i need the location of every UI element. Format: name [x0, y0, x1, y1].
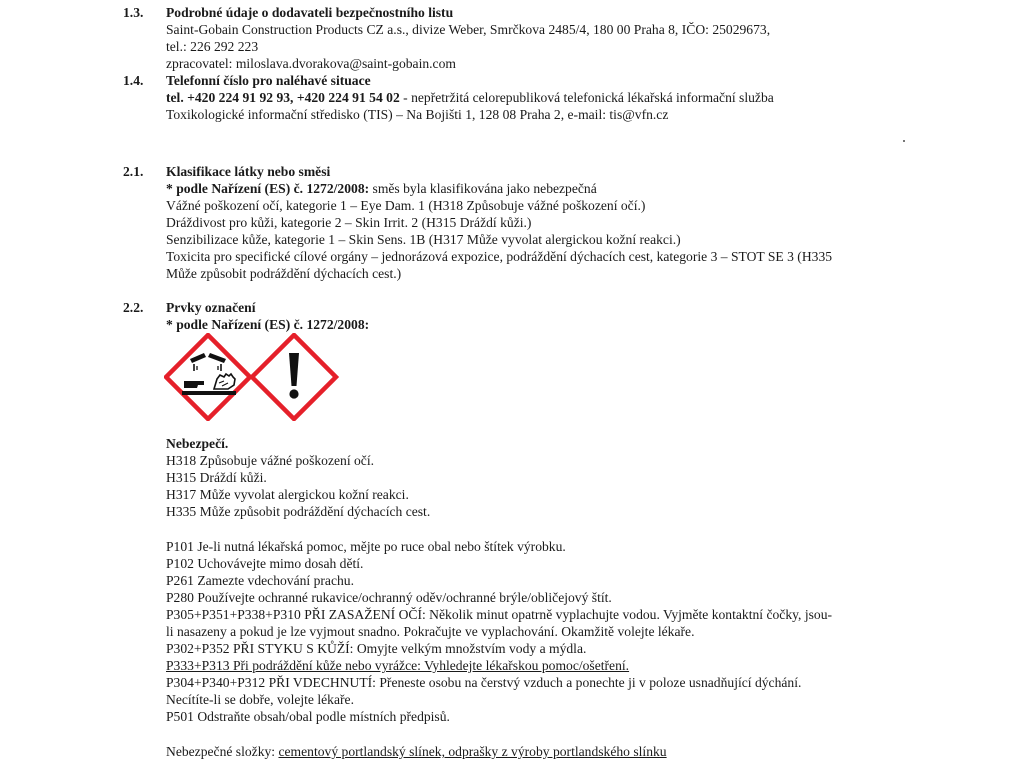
hazardous-components-label: Nebezpečné složky:	[166, 744, 279, 759]
precautionary-statement: P101 Je-li nutná lékařská pomoc, mějte po ruce obal nebo štítek výrobku.	[166, 539, 566, 554]
corrosion-pictogram	[166, 335, 250, 419]
precautionary-statement: P501 Odstraňte obsah/obal podle místních předpisů.	[166, 709, 450, 724]
hazard-pictograms	[164, 333, 339, 421]
classification-item: Dráždivost pro kůži, kategorie 2 – Skin Irrit. 2 (H315 Dráždí kůži.)	[166, 215, 532, 230]
tis-address: Toxikologické informační středisko (TIS) – Na Bojišti 1, 128 08 Praha 2, e-mail: tis@vfn.cz	[166, 107, 669, 122]
section-2-1-number: 2.1.	[123, 164, 144, 179]
supplier-processor-email: zpracovatel: miloslava.dvorakova@saint-gobain.com	[166, 56, 456, 71]
labelling-regulation: * podle Nařízení (ES) č. 1272/2008:	[166, 317, 370, 332]
supplier-line: Saint-Gobain Construction Products CZ a.s., divize Weber, Smrčkova 2485/4, 180 00 Praha 8, IČO: 25029673,	[166, 22, 771, 37]
hazard-statement: H335 Může způsobit podráždění dýchacích cest.	[166, 504, 431, 519]
hazardous-components-line	[166, 744, 667, 760]
classification-statement: směs byla klasifikována jako nebezpečná	[369, 181, 597, 196]
page-mark	[903, 140, 905, 142]
exclamation-pictogram	[252, 335, 336, 419]
section-1-3-number: 1.3.	[123, 5, 144, 20]
hazard-statement: H317 Může vyvolat alergickou kožní reakci.	[166, 487, 409, 502]
precautionary-statement: P304+P340+P312 PŘI VDECHNUTÍ: Přeneste osobu na čerstvý vzduch a ponechte ji v poloze usnadňující dýchání.	[166, 675, 802, 690]
section-2-2-title: Prvky označení	[166, 300, 256, 315]
hazard-statement: H315 Dráždí kůži.	[166, 470, 267, 485]
section-1-4-number: 1.4.	[123, 73, 144, 88]
hazardous-components-value: cementový portlandský slínek, odprašky z výroby portlandského slínku	[278, 744, 667, 759]
emergency-phone-description: - nepřetržitá celorepubliková telefonická lékařská informační služba	[399, 90, 774, 105]
precautionary-statement: P305+P351+P338+P310 PŘI ZASAŽENÍ OČÍ: Několik minut opatrně vyplachujte vodou. Vyjměte kontaktní čočky, jsou-	[166, 607, 833, 622]
precautionary-statement: P302+P352 PŘI STYKU S KŮŽÍ: Omyjte velkým množstvím vody a mýdla.	[166, 641, 587, 656]
precautionary-statement-continued: Necítíte-li se dobře, volejte lékaře.	[166, 692, 354, 707]
precautionary-statement-underlined: P333+P313 Při podráždění kůže nebo vyrážce: Vyhledejte lékařskou pomoc/ošetření.	[166, 658, 630, 673]
section-1-3-title: Podrobné údaje o dodavateli bezpečnostního listu	[166, 5, 454, 20]
precautionary-statement: P261 Zamezte vdechování prachu.	[166, 573, 354, 588]
signal-word: Nebezpečí.	[166, 436, 229, 451]
emergency-phone-line	[166, 90, 774, 106]
classification-item: Toxicita pro specifické cílové orgány – jednorázová expozice, podráždění dýchacích cest, kategorie 3 – STOT SE 3 (H335	[166, 249, 833, 264]
precautionary-statement: P102 Uchovávejte mimo dosah dětí.	[166, 556, 364, 571]
precautionary-statement-continued: li nasazeny a pokud je lze vyjmout snadno. Pokračujte ve vyplachování. Okamžitě volejte lékaře.	[166, 624, 695, 639]
supplier-phone: tel.: 226 292 223	[166, 39, 259, 54]
classification-regulation	[166, 181, 597, 197]
precautionary-statement: P280 Používejte ochranné rukavice/ochranný oděv/ochranné brýle/obličejový štít.	[166, 590, 612, 605]
classification-item: Senzibilizace kůže, kategorie 1 – Skin Sens. 1B (H317 Může vyvolat alergickou kožní reakci.)	[166, 232, 681, 247]
regulation-reference: * podle Nařízení (ES) č. 1272/2008:	[166, 181, 370, 196]
hazard-statement: H318 Způsobuje vážné poškození očí.	[166, 453, 375, 468]
emergency-phone-numbers: tel. +420 224 91 92 93, +420 224 91 54 02	[166, 90, 400, 105]
section-1-4-title: Telefonní číslo pro naléhavé situace	[166, 73, 371, 88]
classification-item: Vážné poškození očí, kategorie 1 – Eye Dam. 1 (H318 Způsobuje vážné poškození očí.)	[166, 198, 646, 213]
section-2-1-title: Klasifikace látky nebo směsi	[166, 164, 331, 179]
classification-item-continued: Může způsobit podráždění dýchacích cest.)	[166, 266, 402, 281]
section-2-2-number: 2.2.	[123, 300, 144, 315]
